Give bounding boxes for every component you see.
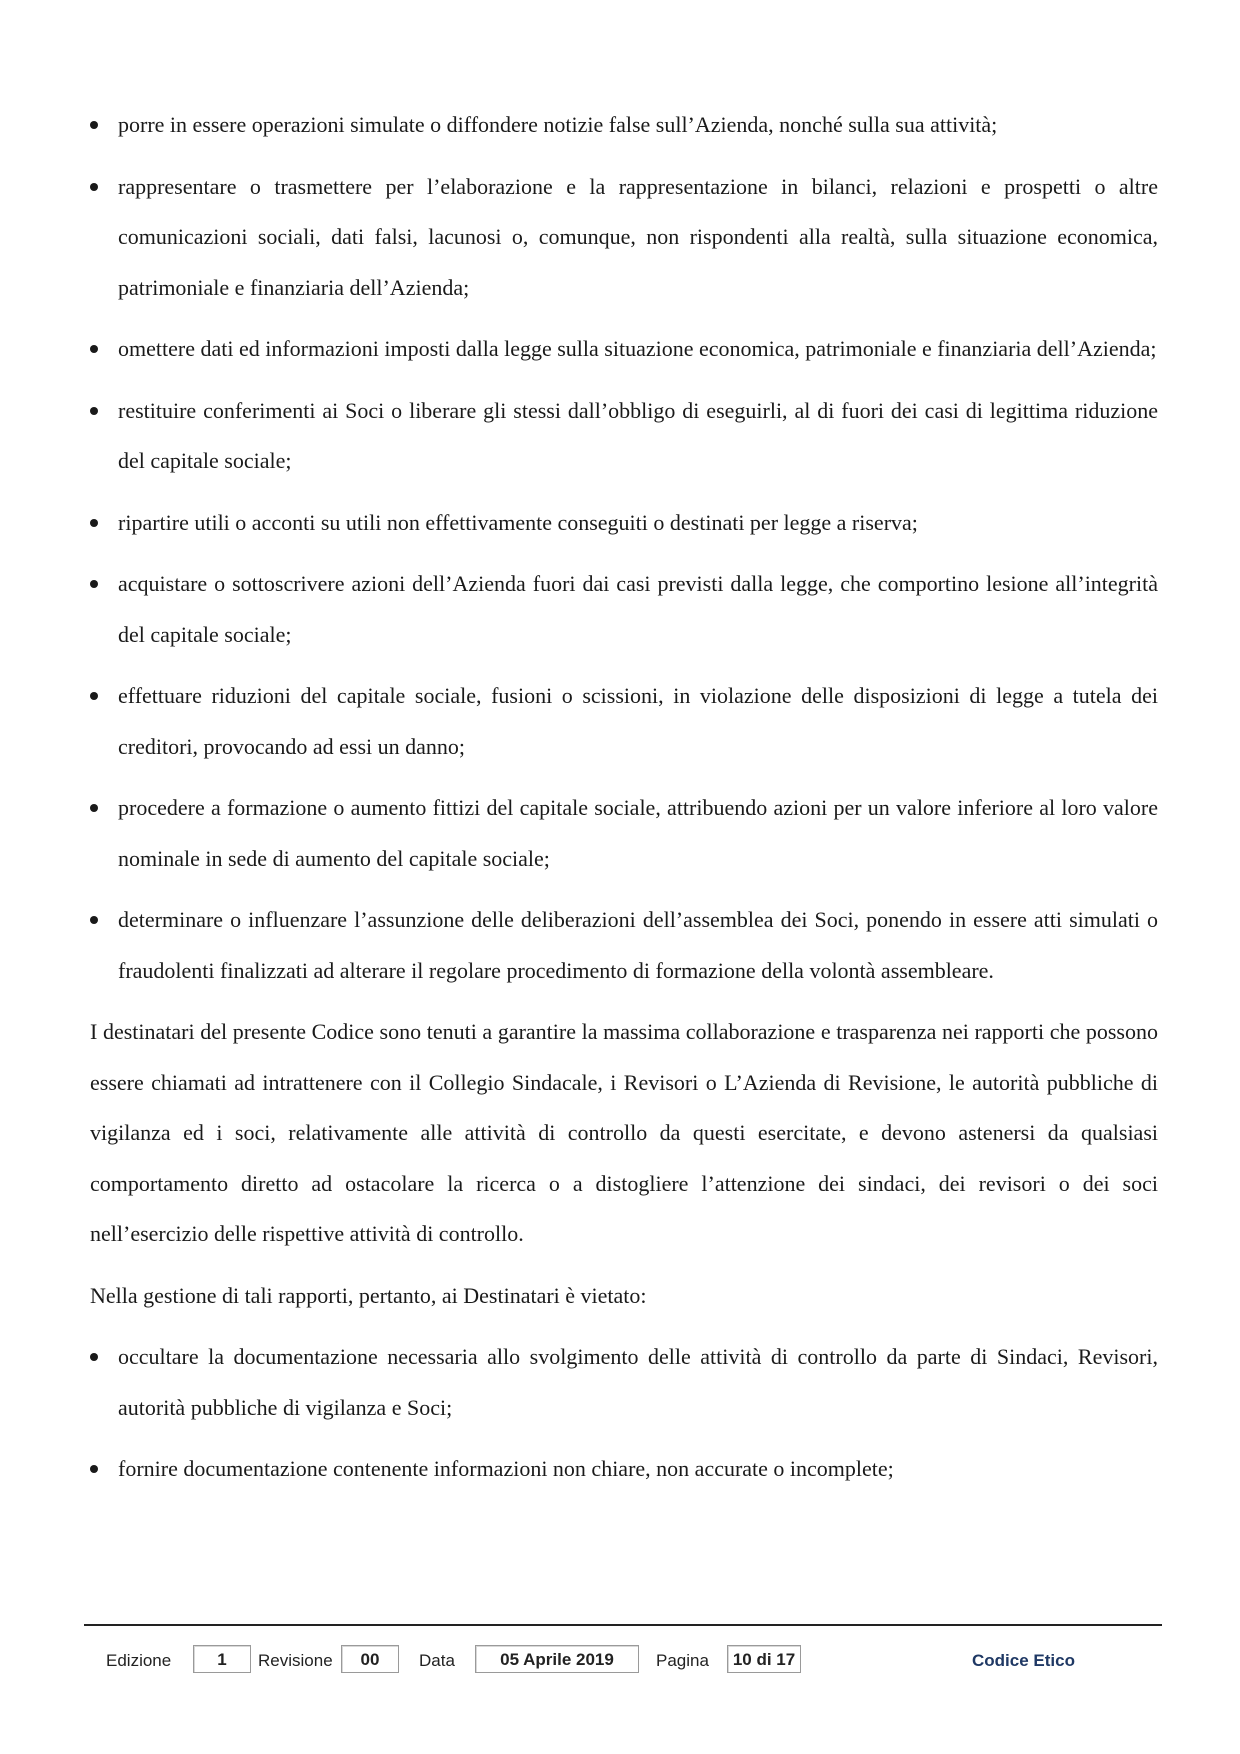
bullet-icon	[90, 121, 98, 129]
document-title: Codice Etico	[972, 1651, 1075, 1670]
list-item	[90, 671, 1158, 772]
list-item-text: occultare la documentazione necessaria allo svolgimento delle attività di controllo da parte di Sindaci, Revisori, autorità pubbliche di vigilanza e Soci;	[118, 1344, 1158, 1420]
bullet-icon	[90, 804, 98, 812]
list-item-text: fornire documentazione contenente informazioni non chiare, non accurate o incomplete;	[118, 1456, 894, 1481]
list-item-text: ripartire utili o acconti su utili non effettivamente conseguiti o destinati per legge a riserva;	[118, 509, 918, 535]
data-label: Data	[419, 1651, 455, 1670]
edizione-label: Edizione	[106, 1651, 172, 1670]
list-item-text: acquistare o sottoscrivere azioni dell’Azienda fuori dai casi previsti dalla legge, che comportino lesione all’integrità del capitale sociale;	[118, 571, 1158, 647]
footer-divider	[84, 1624, 1162, 1626]
list-item	[90, 324, 1158, 375]
list-item-text: effettuare riduzioni del capitale sociale, fusioni o scissioni, in violazione delle disposizioni di legge a tutela dei creditori, provocando ad essi un danno;	[118, 683, 1158, 759]
bullet-icon	[90, 1465, 98, 1473]
document-body	[90, 100, 1158, 1506]
list-item-text: restituire conferimenti ai Soci o liberare gli stessi dall’obbligo di eseguirli, al di fuori dei casi di legittima riduzione del capitale sociale;	[118, 397, 1158, 473]
bullet-icon	[90, 407, 98, 415]
list-item-text: porre in essere operazioni simulate o diffondere notizie false sull’Azienda, nonché sulla sua attività;	[118, 112, 998, 137]
list-item	[90, 386, 1158, 487]
edizione-value: 1	[193, 1645, 251, 1673]
pagina-label: Pagina	[656, 1651, 709, 1670]
bullet-icon	[90, 345, 98, 353]
bullet-icon	[90, 183, 98, 191]
list-item	[90, 783, 1158, 884]
list-item	[90, 162, 1158, 314]
list-item-text: rappresentare o trasmettere per l’elaborazione e la rappresentazione in bilanci, relazioni e prospetti o altre comunicazioni sociali, dati falsi, lacunosi o, comunque, non rispondenti alla realtà, sulla situazione economica, patrimoniale e finanziaria dell’Azienda;	[118, 173, 1158, 300]
list-item	[90, 895, 1158, 996]
list-item-text: determinare o influenzare l’assunzione delle deliberazioni dell’assemblea dei Soci, ponendo in essere atti simulati o fraudolenti finalizzati ad alterare il regolare procedimento di formazione della volontà assembleare.	[118, 907, 1158, 983]
list-item	[90, 498, 1158, 549]
bullet-icon	[90, 580, 98, 588]
list-item	[90, 100, 1158, 151]
revisione-value: 00	[341, 1645, 399, 1673]
list-item	[90, 1444, 1158, 1495]
bullet-icon	[90, 1353, 98, 1361]
bullet-icon	[90, 916, 98, 924]
prohibited-actions-list	[90, 1332, 1158, 1495]
revisione-label: Revisione	[258, 1651, 333, 1670]
pagina-value: 10 di 17	[727, 1645, 801, 1673]
bullet-icon	[90, 692, 98, 700]
list-item-text: omettere dati ed informazioni imposti dalla legge sulla situazione economica, patrimoniale e finanziaria dell’Azienda;	[118, 336, 1157, 361]
data-value: 05 Aprile 2019	[475, 1645, 639, 1673]
list-item	[90, 1332, 1158, 1433]
page-footer	[0, 1644, 1240, 1678]
prohibited-actions-list	[90, 100, 1158, 996]
body-paragraph: I destinatari del presente Codice sono tenuti a garantire la massima collaborazione e trasparenza nei rapporti che possono essere chiamati ad intrattenere con il Collegio Sindacale, i Revisori o L’Azienda di Revisione, le autorità pubbliche di vigilanza ed i soci, relativamente alle attività di controllo da questi esercitate, e devono astenersi da qualsiasi comportamento diretto ad ostacolare la ricerca o a distogliere l’attenzione dei sindaci, dei revisori o dei soci nell’esercizio delle rispettive attività di controllo.	[90, 1019, 1158, 1246]
body-paragraph: Nella gestione di tali rapporti, pertanto, ai Destinatari è vietato:	[90, 1282, 647, 1308]
bullet-icon	[90, 519, 98, 527]
list-item	[90, 559, 1158, 660]
list-item-text: procedere a formazione o aumento fittizi del capitale sociale, attribuendo azioni per un valore inferiore al loro valore nominale in sede di aumento del capitale sociale;	[118, 795, 1158, 871]
